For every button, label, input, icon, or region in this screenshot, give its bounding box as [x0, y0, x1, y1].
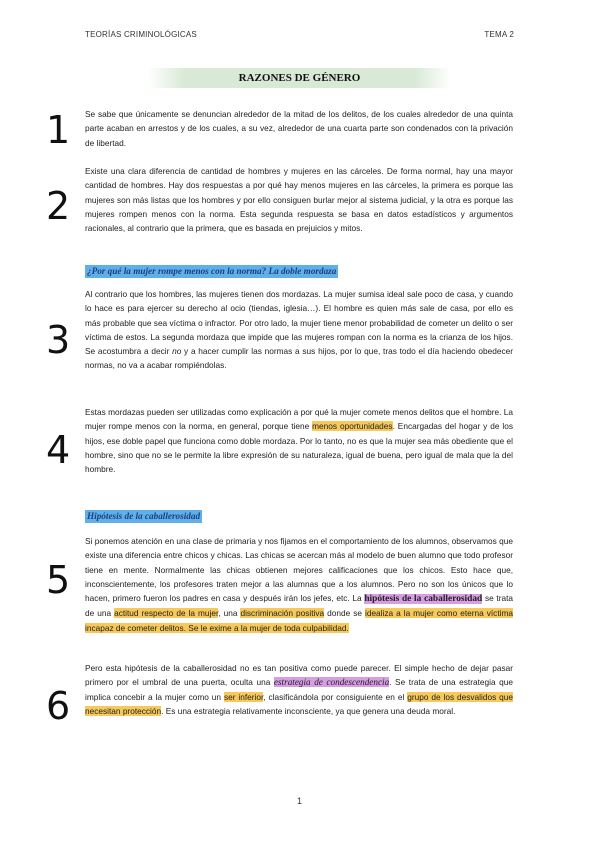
highlight-discriminacion: discriminación positiva [240, 608, 325, 619]
margin-number-1: 1 [46, 108, 71, 152]
margin-number-6: 6 [46, 684, 71, 728]
page-header [85, 30, 514, 39]
margin-number-5: 5 [46, 558, 71, 602]
paragraph-5-text-c: , una [218, 608, 241, 619]
section-title-doble-mordaza: ¿Por qué la mujer rompe menos con la norma? La doble mordaza [87, 266, 337, 276]
paragraph-2 [85, 164, 513, 235]
highlight-idealiza: idealiza a la mujer como eterna víctima incapaz de cometer delitos. Se le exime a la mujer de toda culpabilidad. [85, 608, 514, 633]
paragraph-5 [85, 534, 513, 635]
highlight-menos-oportunidades: menos oportunidades [312, 421, 393, 432]
highlight-ser-inferior: ser inferior [223, 691, 264, 702]
document-title: RAZONES DE GÉNERO [148, 68, 451, 88]
highlight-estrategia: estrategia de condescendencia [273, 677, 390, 688]
paragraph-5-text-d: donde se [324, 608, 365, 619]
paragraph-1 [85, 107, 513, 150]
paragraph-3-text-b: y a hacer cumplir las normas a sus hijos, por lo que, tras todo el día haciendo obedecer normas, no va a acabar rompiéndolas. [85, 346, 513, 371]
paragraph-3-text-a: Al contrario que los hombres, las mujeres tienen dos mordazas. La mujer sumisa ideal sale poco de casa, y cuando lo hace es para ejercer su derecho al ocio (tiendas, iglesia…). El hombre es quien más sale de casa, por ello es más probable que sea víctima o infractor. Por otro lado, la mujer tiene menor probabilidad de cometer un delito o ser víctima de estos. La segunda mordaza que impide que las mujeres rompan con la norma es la crianza de los hijos. Se acostumbra a decir [85, 289, 513, 357]
page-number: 1 [296, 796, 302, 806]
header-topic: TEMA 2 [484, 30, 514, 39]
margin-number-3: 3 [46, 318, 71, 362]
margin-number-4: 4 [46, 428, 71, 472]
paragraph-4 [85, 405, 513, 476]
header-subject: TEORÍAS CRIMINOLÓGICAS [85, 30, 197, 39]
highlight-actitud: actitud respecto de la mujer [114, 608, 219, 619]
highlight-hipotesis: hipótesis de la caballerosidad [364, 594, 483, 605]
highlight-desvalidos: grupo de los desvalidos que necesitan protección [85, 691, 513, 716]
paragraph-3-italic-no: no [172, 346, 182, 357]
paragraph-6-text-d: . Es una estrategia relativamente inconsciente, ya que genera una deuda moral. [161, 705, 456, 716]
paragraph-6 [85, 661, 513, 718]
paragraph-2-text: Existe una clara diferencia de cantidad de hombres y mujeres en las cárceles. De forma normal, hay una mayor cantidad de hombres. Hay dos respuestas a por qué hay menos mujeres en las cárceles, la primera es porque las mujeres son más listas que los hombres y por ello consiguen burlar mejor al sistema judicial, y la otra es porque las mujeres rompen menos con la norma. Esta segunda respuesta se basa en datos estadísticos y argumentos racionales, al contrario que la primera, que es basada en prejuicios y mitos. [85, 166, 513, 234]
paragraph-3 [85, 287, 513, 373]
paragraph-4-text-a: Estas mordazas pueden ser utilizadas como explicación a por qué la mujer comete menos delitos que el hombre. La mujer rompe menos con la norma, en general, porque tiene [85, 407, 513, 432]
paragraph-6-text-b: . Se trata de una estrategia que implica concebir a la mujer como un [85, 677, 513, 702]
section-title-caballerosidad: Hipótesis de la caballerosidad [87, 511, 201, 521]
paragraph-5-text-a: Si ponemos atención en una clase de primaria y nos fijamos en el comportamiento de los alumnos, observamos que existe una diferencia entre chicos y chicas. Las chicas se acercan más al modelo de buen alumno que todo profesor tiene en mente. Normalmente las chicas obtienen mejores calificaciones que los chicos. Esto hace que, inconscientemente, los profesores traten mejor a las alumnas que a los alumnos. Pero no son los únicos que lo hacen, primero fueron los padres en casa y después irán los jefes, etc. La [85, 536, 513, 604]
paragraph-1-text: Se sabe que únicamente se denuncian alrededor de la mitad de los delitos, de los cuales alrededor de una quinta parte acaban en arrestos y de los cuales, a su vez, alrededor de una cuarta parte son condenados con la privación de libertad. [85, 109, 513, 148]
paragraph-6-text-c: , clasificándola por consiguiente en el [263, 691, 408, 702]
paragraph-5-text-b: se trata de una [85, 593, 513, 619]
paragraph-4-text-b: . Encargadas del hogar y de los hijos, ese doble papel que funciona como doble mordaza. Por lo tanto, no es que la mujer sea más obediente que el hombre, sino que no se le permite la libre expresión de su naturaleza, igual de buena, pero igual de mala que la del hombre. [85, 421, 513, 475]
paragraph-6-text-a: Pero esta hipótesis de la caballerosidad no es tan positiva como puede parecer. El simple hecho de dejar pasar primero por el umbral de una puerta, oculta una [85, 663, 513, 688]
margin-number-2: 2 [46, 184, 71, 228]
